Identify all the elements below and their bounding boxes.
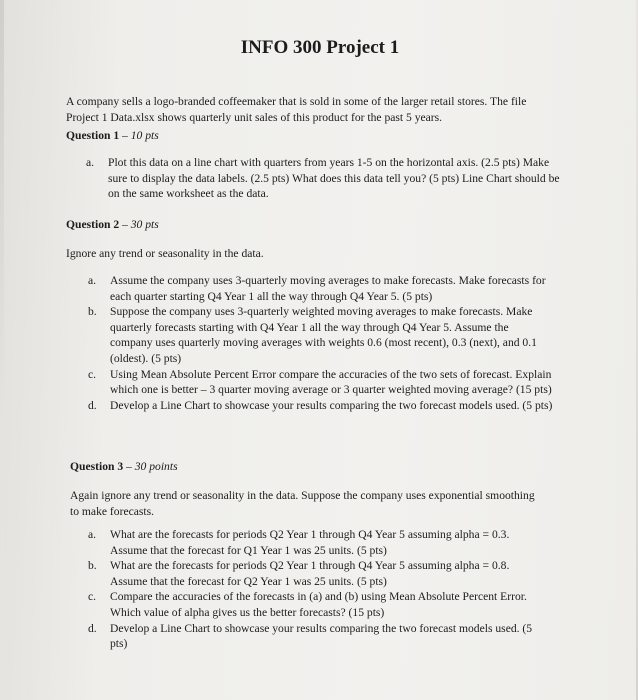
question-2-prompt: Ignore any trend or seasonality in the data. (66, 247, 264, 260)
item-marker: d. (88, 398, 97, 412)
item-text: Develop a Line Chart to showcase your results comparing the two forecast models used. (5 pts) (110, 398, 553, 412)
question-1-heading (66, 128, 159, 144)
item-text: Using Mean Absolute Percent Error compare the accuracies of the two sets of forecast. Explain which one is better – 3 quarter moving average or 3 quarter weighted moving average? (15 pts) (110, 367, 552, 397)
question-3-items (88, 527, 548, 652)
list-item (88, 304, 554, 366)
question-points: – 10 pts (119, 129, 159, 142)
item-marker: c. (88, 590, 97, 604)
list-item (88, 273, 554, 304)
item-marker: c. (88, 367, 97, 381)
item-text: Plot this data on a line chart with quarters from years 1-5 on the horizontal axis. (2.5 pts) Make sure to display the data labels. (2.5 pts) What does this data tell you? (5 pts) Line Chart should be on the same worksheet as the data. (108, 156, 560, 201)
item-text: What are the forecasts for periods Q2 Year 1 through Q4 Year 5 assuming alpha = 0.3. Assume that the forecast for Q1 Year 1 was 25 units. (5 pts) (110, 528, 510, 557)
item-text: What are the forecasts for periods Q2 Year 1 through Q4 Year 5 assuming alpha = 0.8. Assume that the forecast for Q2 Year 1 was 25 units. (5 pts) (110, 559, 510, 588)
question-points: – 30 pts (119, 218, 159, 231)
item-marker: a. (88, 528, 97, 541)
list-item (88, 589, 548, 620)
document-title: INFO 300 Project 1 (240, 37, 400, 58)
list-item (88, 558, 548, 589)
question-3-prompt: Again ignore any trend or seasonality in the data. Suppose the company uses exponential smoothing to make forecasts. (70, 489, 535, 518)
list-item (86, 155, 561, 202)
list-item (88, 527, 548, 558)
question-points: – 30 points (123, 460, 178, 473)
item-marker: b. (88, 305, 97, 319)
question-heading-label: Question 1 (66, 129, 120, 142)
item-text: Develop a Line Chart to showcase your results comparing the two forecast models used. (5 pts) (110, 621, 533, 651)
question-heading-label: Question 3 (70, 460, 124, 473)
list-item (88, 398, 554, 414)
question-2-heading (66, 217, 159, 233)
question-3-heading (70, 459, 178, 475)
item-text: Compare the accuracies of the forecasts in (a) and (b) using Mean Absolute Percent Error. Which value of alpha gives us the better forecasts? (15 pts) (110, 590, 527, 619)
question-2-items (88, 273, 554, 413)
question-heading-label: Question 2 (66, 218, 120, 231)
list-item (88, 367, 554, 398)
item-text: Assume the company uses 3-quarterly moving averages to make forecasts. Make forecasts for each quarter starting Q4 Year 1 all the way through Q4 Year 5. (5 pts) (110, 274, 546, 303)
question-1-items (86, 155, 561, 202)
intro-paragraph: A company sells a logo-branded coffeemaker that is sold in some of the larger retail stores. The file Project 1 Data.xlsx shows quarterly unit sales of this product for the past 5 years. (66, 95, 527, 124)
document-page (4, 0, 636, 700)
item-marker: d. (88, 621, 97, 635)
item-marker: a. (86, 156, 95, 169)
item-marker: a. (88, 274, 97, 287)
list-item (88, 621, 548, 652)
item-text: Suppose the company uses 3-quarterly weighted moving averages to make forecasts. Make quarterly forecasts starting with Q4 Year 1 all the way through Q4 Year 5. Assume the company uses quarterly moving averages with weights 0.6 (most recent), 0.3 (next), and 0.1 (oldest). (5 pts) (110, 305, 537, 365)
item-marker: b. (88, 559, 97, 573)
